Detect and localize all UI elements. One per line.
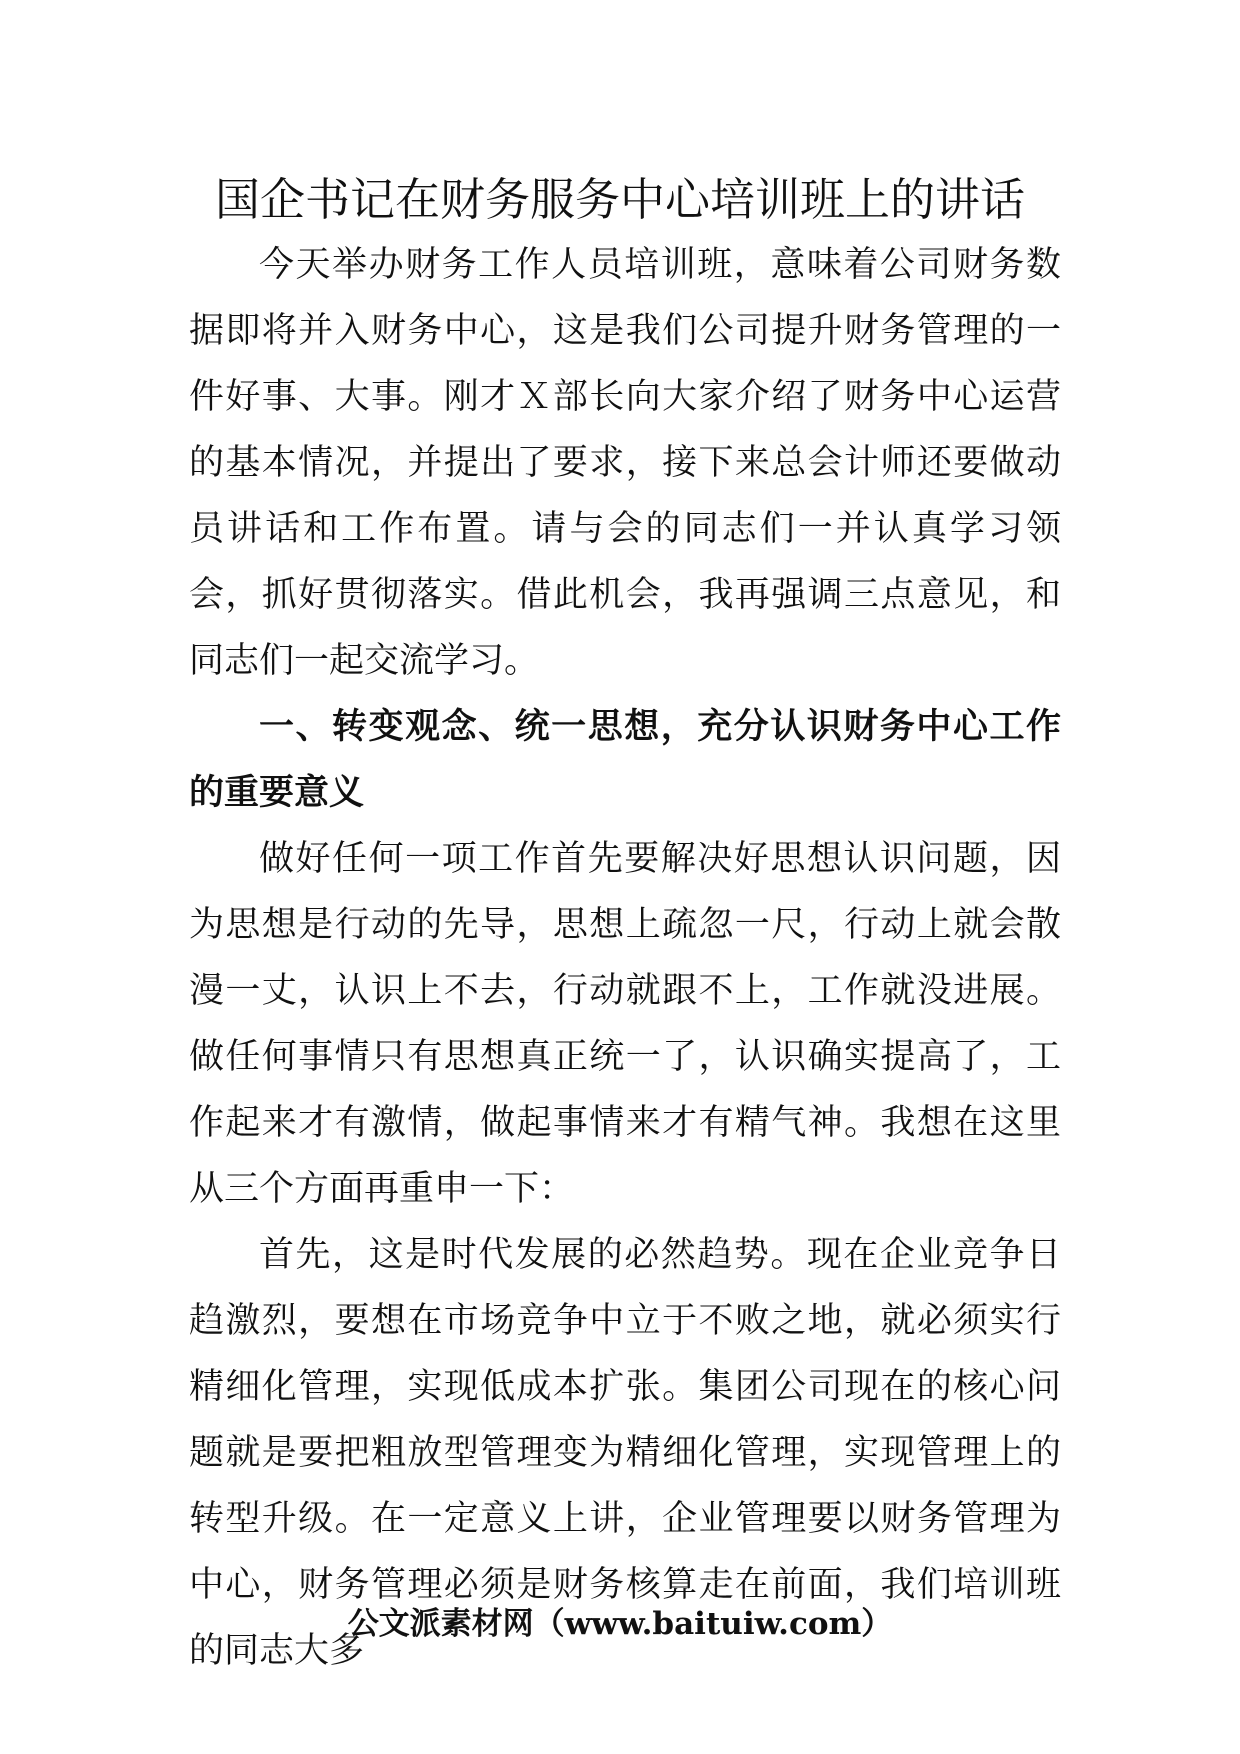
document-title: 国企书记在财务服务中心培训班上的讲话 (214, 173, 1025, 226)
source-watermark-footer: 公文派素材网（www.baituiw.com） (347, 1606, 893, 1642)
intro-paragraph: 今天举办财务工作人员培训班，意味着公司财务数据即将并入财务中心，这是我们公司提升财务管理的一件好事、大事。刚才Ｘ部长向大家介绍了财务中心运营的基本情况，并提出了要求，接下来总会计师还要做动员讲话和工作布置。请与会的同志们一并认真学习领会，抓好贯彻落实。借此机会，我再强调三点意见，和同志们一起交流学习。 (189, 245, 1061, 681)
body-paragraph: 首先，这是时代发展的必然趋势。现在企业竞争日趋激烈，要想在市场竞争中立于不败之地，就必须实行精细化管理，实现低成本扩张。集团公司现在的核心问题就是要把粗放型管理变为精细化管理，实现管理上的转型升级。在一定意义上讲，企业管理要以财务管理为中心，财务管理必须是财务核算走在前面，我们培训班的同志大多 (189, 1235, 1061, 1671)
section-heading-1: 一、转变观念、统一思想，充分认识财务中心工作的重要意义 (189, 707, 1061, 813)
document-body (189, 232, 1061, 1684)
body-paragraph: 做好任何一项工作首先要解决好思想认识问题，因为思想是行动的先导，思想上疏忽一尺，行动上就会散漫一丈，认识上不去，行动就跟不上，工作就没进展。做任何事情只有思想真正统一了，认识确实提高了，工作起来才有激情，做起事情来才有精气神。我想在这里从三个方面再重申一下： (189, 839, 1061, 1209)
